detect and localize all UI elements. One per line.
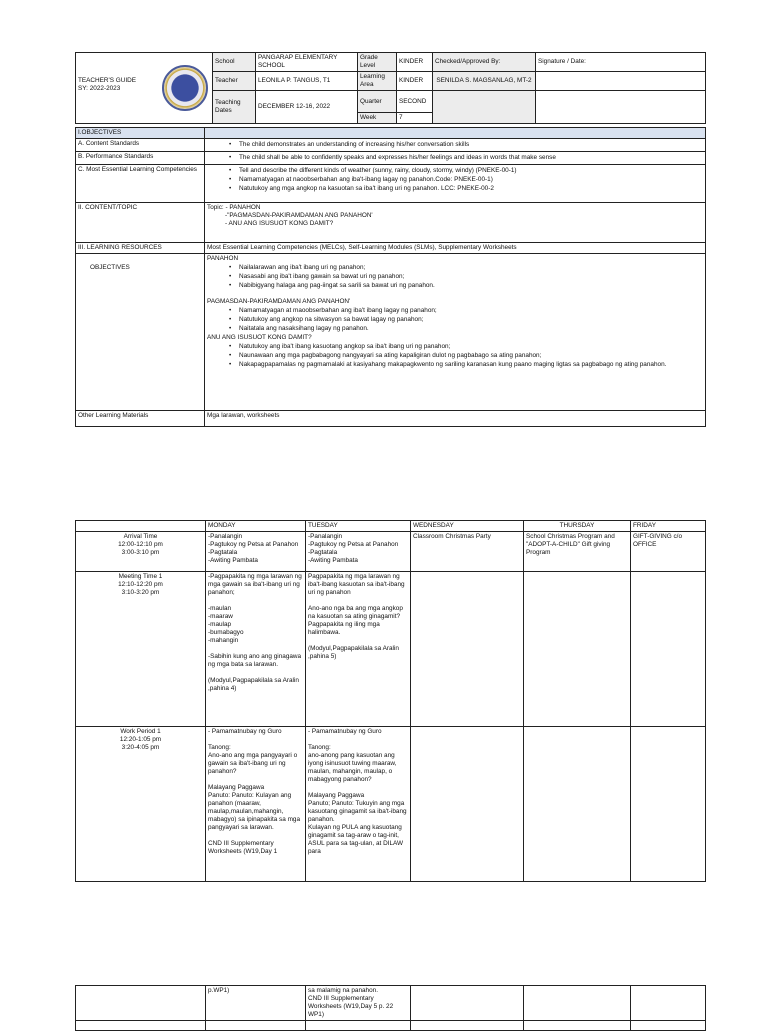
week-label: Week [358, 113, 397, 124]
deped-seal-logo [162, 65, 208, 111]
schedule-cell: School Christmas Program and "ADOPT-A-CHILD" Gift giving Program [524, 532, 631, 572]
topic-line: Topic: - PANAHON [207, 204, 261, 211]
content-standard: • The child demonstrates an understanding of increasing his/her conversation skills [229, 141, 703, 149]
day-header: FRIDAY [631, 521, 706, 532]
day-header: THURSDAY [524, 521, 631, 532]
signature-value [536, 72, 706, 91]
table-row [76, 532, 706, 572]
grade-label: Grade Level [358, 53, 397, 72]
group-title: ANU ANG ISUSUOT KONG DAMIT? [207, 334, 312, 341]
schedule-table [75, 520, 706, 882]
schedule-cell: -Pagpapakita ng mga larawan ng mga gawain sa iba't-ibang uri ng panahon; -maulan -maaraw -maulap -bumabagyo -mahangin -Sabihin kung ano ang ginagawa ng mga bata sa larawan. (Modyul,Pagpapakilala sa Aralin ,pahina 4) [206, 572, 306, 727]
dates-value: DECEMBER 12-16, 2022 [256, 91, 358, 124]
performance-label: B. Performance Standards [76, 152, 205, 165]
objective-item: • Natutukoy ang iba't ibang kasuotang angkop sa iba't ibang uri ng panahon; [229, 343, 703, 351]
school-year: SY: 2022-2023 [78, 85, 121, 92]
teacher-label: Teacher [213, 72, 256, 91]
resources-value: Most Essential Learning Competencies (MELCs), Self-Learning Modules (SLMs), Supplementary Worksheets [205, 243, 706, 254]
area-label: Learning Area [358, 72, 397, 91]
schedule-cell: -Panalangin -Pagtukoy ng Petsa at Panahon -Pagtatala -Awiting Pambata [306, 532, 411, 572]
signature-label: Signature / Date: [536, 53, 706, 72]
time-label: Meeting Time 1 12:10-12:20 pm 3:10-3:20 pm [76, 572, 206, 727]
objective-item: • Nailalarawan ang iba't ibang uri ng panahon; [229, 264, 703, 272]
time-label: Work Period 1 12:20-1:05 pm 3:20-4:05 pm [76, 727, 206, 882]
group-title: PANAHON [207, 255, 239, 262]
day-header: TUESDAY [306, 521, 411, 532]
topic-line: -"PAGMASDAN-PAKIRAMDAMAN ANG PANAHON' [225, 212, 373, 219]
performance-standard: • The child shall be able to confidently speaks and expresses his/her feelings and ideas in words that make sense [229, 154, 703, 162]
time-label: Arrival Time 12:00-12:10 pm 3:00-3:10 pm [76, 532, 206, 572]
school-value: PANGARAP ELEMENTARY SCHOOL [256, 53, 358, 72]
melc-label: C. Most Essential Learning Competencies [76, 165, 205, 203]
melc-item: • Tell and describe the different kinds of weather (sunny, rainy, cloudy, stormy, windy) (PNEKE-00-1) [229, 167, 703, 175]
dates-label: Teaching Dates [213, 91, 256, 124]
quarter-value: SECOND [397, 91, 433, 113]
topic-label: II. CONTENT/TOPIC [76, 203, 205, 243]
objective-item: • Nabibigyang halaga ang pag-iingat sa sarili sa bawat uri ng panahon. [229, 282, 703, 290]
grade-value: KINDER [397, 53, 433, 72]
obj-label: OBJECTIVES [76, 254, 205, 411]
schedule-cell: Classroom Christmas Party [411, 532, 524, 572]
quarter-label: Quarter [358, 91, 397, 113]
schedule-cell: Pagpapakita ng mga larawan ng iba't-ibang kasuotan sa iba't-ibang uri ng panahon Ano-ano nga ba ang mga angkop na kasuotan sa ating ginagamit? Pagpapakita ng iling mga halimbawa. (Modyul,Pagpapakilala sa Aralin ,pahina 5) [306, 572, 411, 727]
schedule-cell: - Pamamatnubay ng Guro Tanong: ano-anong pang kasuotan ang iyong isinusuot tuwing maaraw, maulan, mahangin, maulap, o mabagyong panahon? Malayang Paggawa Panuto; Panuto: Tukuyin ang mga kasuotang ginagamit sa iba't-ibang panahon. Kulayan ng PULA ang kasuotang ginagamit sa tag-araw o tag-init, ASUL para sa tag-ulan, at DILAW para [306, 727, 411, 882]
objective-item: • Naitatala ang nasaksihang lagay ng panahon. [229, 325, 703, 333]
checked-empty [433, 91, 536, 124]
schedule-cell: GIFT-GIVING c/o OFFICE [631, 532, 706, 572]
guide-title: TEACHER'S GUIDE [78, 77, 137, 84]
schedule-cell: - Pamamatnubay ng Guro Tanong: Ano-ano ang mga pangyayari o gawain sa iba't-ibang uri ng panahon? Malayang Paggawa Panuto: Panuto: Kulayan ang panahon (maaraw, maulap,maulan,mahangin, mabagyo) sa ipinapakita sa mga pangyayari sa larawan. CND III Supplementary Worksheets (W19,Day 1 [206, 727, 306, 882]
melc-item: • Namamatyagan at naoobserbahan ang iba't-ibang lagay ng panahon.Code: PNEKE-00-1) [229, 176, 703, 184]
schedule-cell: -Panalangin -Pagtukoy ng Petsa at Panahon -Pagtatala -Awiting Pambata [206, 532, 306, 572]
schedule-cell: p.WP1) [206, 986, 306, 1021]
topic-line: - ANU ANG ISUSUOT KONG DAMIT? [225, 220, 334, 227]
teacher-value: LEONILA P. TANGUS, T1 [256, 72, 358, 91]
objectives-table [75, 127, 706, 427]
objective-item: • Nakapagpapamalas ng pagmamalaki at kasiyahang makapagkwento ng sariling karanasan kung paano maging ligtas sa pagbabago ng ating panahon. [229, 361, 703, 369]
school-label: School [213, 53, 256, 72]
objective-item: • Natutukoy ang angkop na sitwasyon sa bawat lagay ng panahon; [229, 316, 703, 324]
schedule-table-continued [75, 985, 706, 1031]
objective-item: • Namamatyagan at maoobserbahan ang iba't ibang lagay ng panahon; [229, 307, 703, 315]
other-value: Mga larawan, worksheets [205, 411, 706, 427]
content-label: A. Content Standards [76, 139, 205, 152]
resources-label: III. LEARNING RESOURCES [76, 243, 205, 254]
day-header: WEDNESDAY [411, 521, 524, 532]
objective-item: • Nasasabi ang iba't ibang gawain sa bawat uri ng panahon; [229, 273, 703, 281]
other-label: Other Learning Materials [76, 411, 205, 427]
melc-item: • Natutukoy ang mga angkop na kasuotan sa iba't ibang uri ng panahon. LCC: PNEKE-00-2 [229, 185, 703, 193]
table-row [76, 986, 706, 1021]
objectives-heading: I.OBJECTIVES [76, 128, 205, 139]
area-value: KINDER [397, 72, 433, 91]
signature-empty [536, 91, 706, 124]
header-table [75, 52, 706, 124]
table-row [76, 572, 706, 727]
table-row [76, 727, 706, 882]
checked-label: Checked/Approved By: [433, 53, 536, 72]
checked-value: SENILDA S. MAGSANLAG, MT-2 [433, 72, 536, 91]
group-title: PAGMASDAN-PAKIRAMDAMAN ANG PANAHON' [207, 298, 351, 305]
day-header: MONDAY [206, 521, 306, 532]
week-value: 7 [397, 113, 433, 124]
guide-title-cell [76, 53, 213, 124]
schedule-cell: sa malamig na panahon. CND III Supplementary Worksheets (W19,Day 5 p. 22 WP1) [306, 986, 411, 1021]
objective-item: • Naunawaan ang mga pagbabagong nangyayari sa ating kapaligiran dulot ng pagbabago sa ating panahon; [229, 352, 703, 360]
